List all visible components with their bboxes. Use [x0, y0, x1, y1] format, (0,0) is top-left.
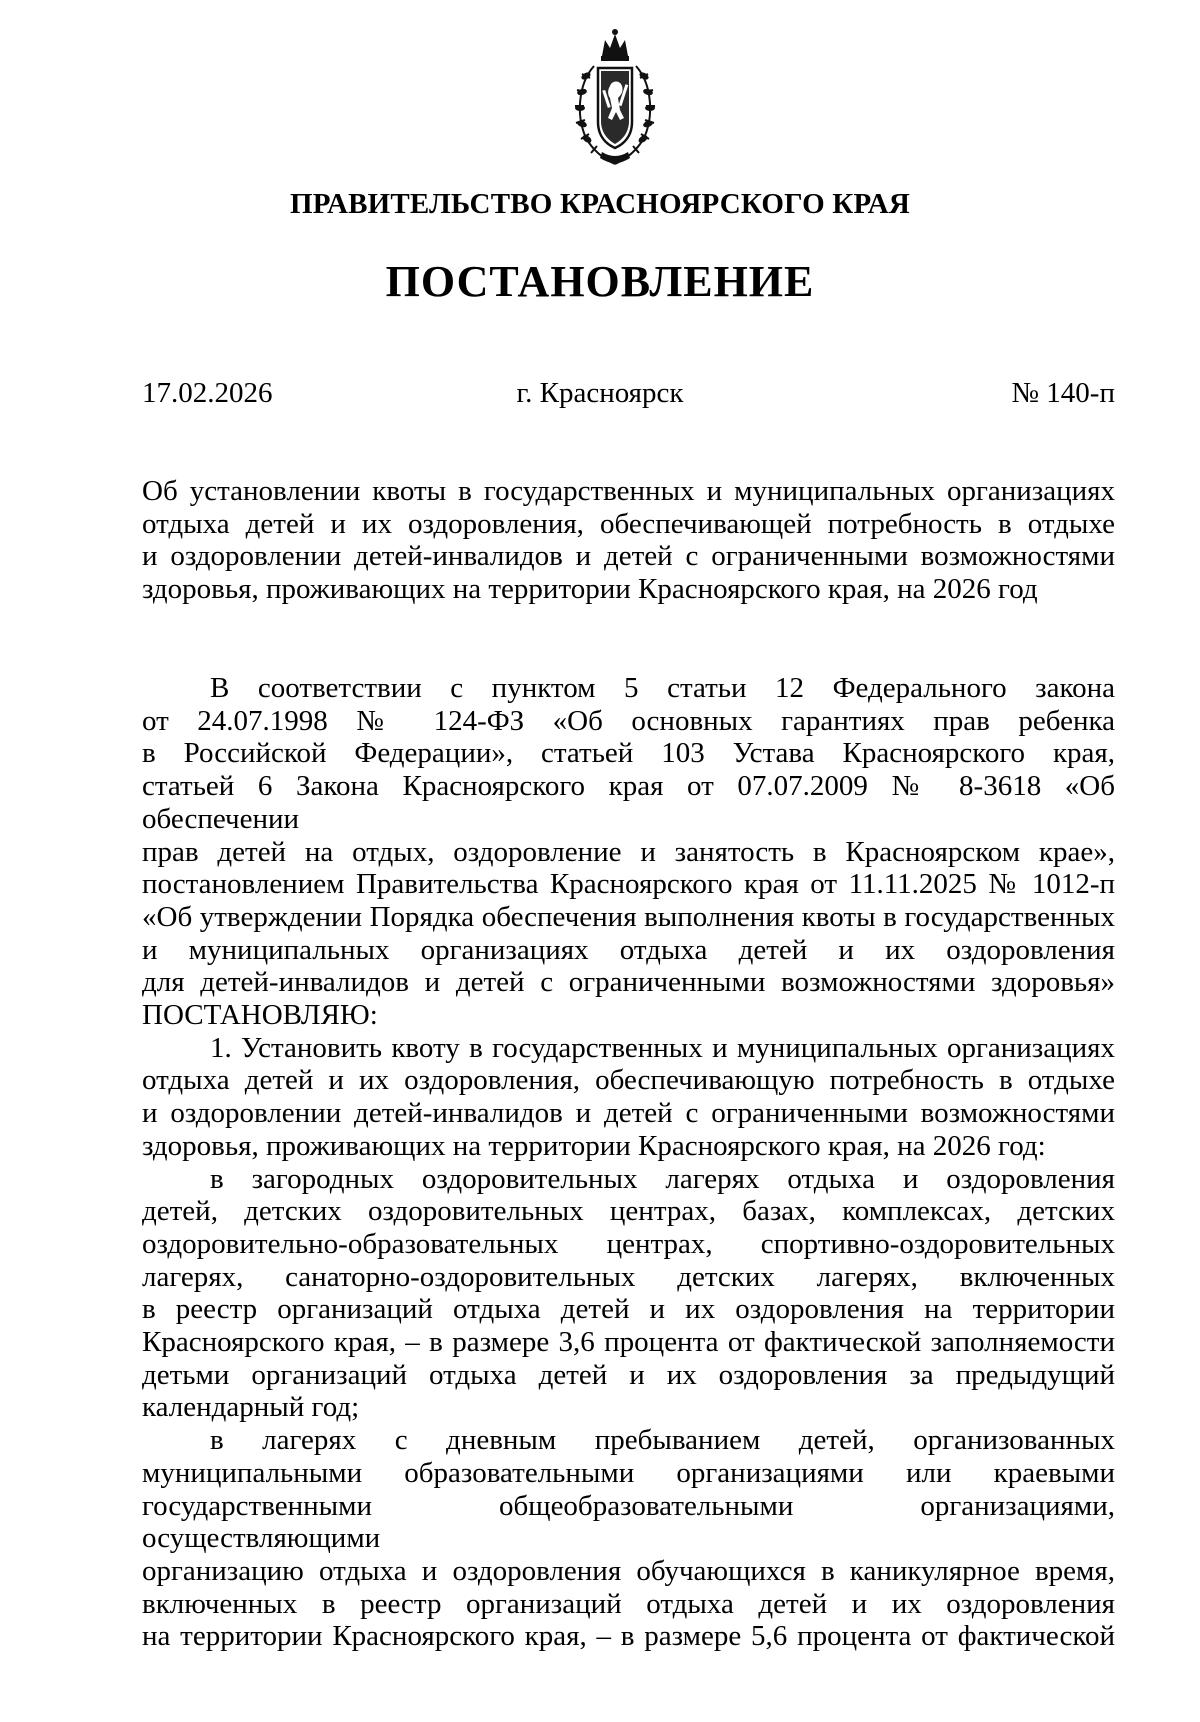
- body-line: на территории Красноярского края, – в размере 5,6 процента от фактической: [142, 1620, 1115, 1653]
- body-line: для детей-инвалидов и детей с ограниченными возможностями здоровья»: [142, 966, 1115, 999]
- body-line: от 24.07.1998 № 124-ФЗ «Об основных гарантиях прав ребенка: [142, 704, 1115, 737]
- body-line: детей, детских оздоровительных центрах, базах, комплексах, детских: [142, 1195, 1115, 1228]
- body-line: и муниципальных организациях отдыха детей и их оздоровления: [142, 933, 1115, 966]
- coat-of-arms-emblem: [572, 26, 658, 174]
- body-line: детьми организаций отдыха детей и их оздоровления за предыдущий: [142, 1358, 1115, 1391]
- body-line: статьей 6 Закона Красноярского края от 07.07.2009 № 8-3618 «Об обеспечении: [142, 770, 1115, 835]
- document-type-title: ПОСТАНОВЛЕНИЕ: [385, 257, 815, 306]
- document-subject: [142, 475, 1115, 606]
- subject-line: и оздоровлении детей-инвалидов и детей с ограниченными возможностями: [142, 540, 1115, 573]
- body-line: организацию отдыха и оздоровления обучающихся в каникулярное время,: [142, 1554, 1115, 1587]
- body-line: отдыха детей и их оздоровления, обеспечивающую потребность в отдыхе: [142, 1064, 1115, 1097]
- subject-line: Об установлении квоты в государственных и муниципальных организациях: [142, 475, 1115, 507]
- document-city: г. Красноярск: [516, 377, 684, 409]
- body-line: в лагерях с дневным пребыванием детей, организованных: [210, 1424, 1115, 1457]
- body-line: «Об утверждении Порядка обеспечения выполнения квоты в государственных: [142, 900, 1115, 933]
- body-line: и оздоровлении детей-инвалидов и детей с ограниченными возможностями: [142, 1097, 1115, 1130]
- body-line: постановлением Правительства Красноярского края от 11.11.2025 № 1012-п: [142, 868, 1115, 901]
- body-line: Красноярского края, – в размере 3,6 процента от фактической заполняемости: [142, 1326, 1115, 1359]
- body-line: календарный год;: [142, 1391, 360, 1424]
- resolution-keyword: ПОСТАНОВЛЯЮ:: [142, 999, 378, 1032]
- body-line: в загородных оздоровительных лагерях отдыха и оздоровления: [210, 1162, 1115, 1195]
- body-line: оздоровительно-образовательных центрах, спортивно-оздоровительных: [142, 1227, 1115, 1260]
- body-line: 1. Установить квоту в государственных и муниципальных организациях: [210, 1031, 1115, 1064]
- subject-line: отдыха детей и их оздоровления, обеспечивающей потребность в отдыхе: [142, 507, 1115, 540]
- body-line: муниципальными образовательными организациями или краевыми: [142, 1456, 1115, 1489]
- body-line: здоровья, проживающих на территории Красноярского края, на 2026 год:: [142, 1129, 1046, 1162]
- body-line: в Российской Федерации», статьей 103 Устава Красноярского края,: [142, 737, 1115, 770]
- body-line: включенных в реестр организаций отдыха детей и их оздоровления: [142, 1587, 1115, 1620]
- body-line: в реестр организаций отдыха детей и их оздоровления на территории: [142, 1293, 1115, 1326]
- organization-name: ПРАВИТЕЛЬСТВО КРАСНОЯРСКОГО КРАЯ: [289, 188, 911, 220]
- document-body: [142, 672, 1115, 1653]
- body-line: лагерях, санаторно-оздоровительных детских лагерях, включенных: [142, 1260, 1115, 1293]
- body-line: государственными общеобразовательными организациями, осуществляющими: [142, 1489, 1115, 1555]
- document-number: № 140-п: [1011, 377, 1115, 409]
- body-line: В соответствии с пунктом 5 статьи 12 Федерального закона: [210, 672, 1115, 704]
- document-date: 17.02.2026: [142, 377, 273, 409]
- body-line: прав детей на отдых, оздоровление и занятость в Красноярском крае»,: [142, 835, 1115, 868]
- subject-line: здоровья, проживающих на территории Красноярского края, на 2026 год: [142, 573, 1038, 606]
